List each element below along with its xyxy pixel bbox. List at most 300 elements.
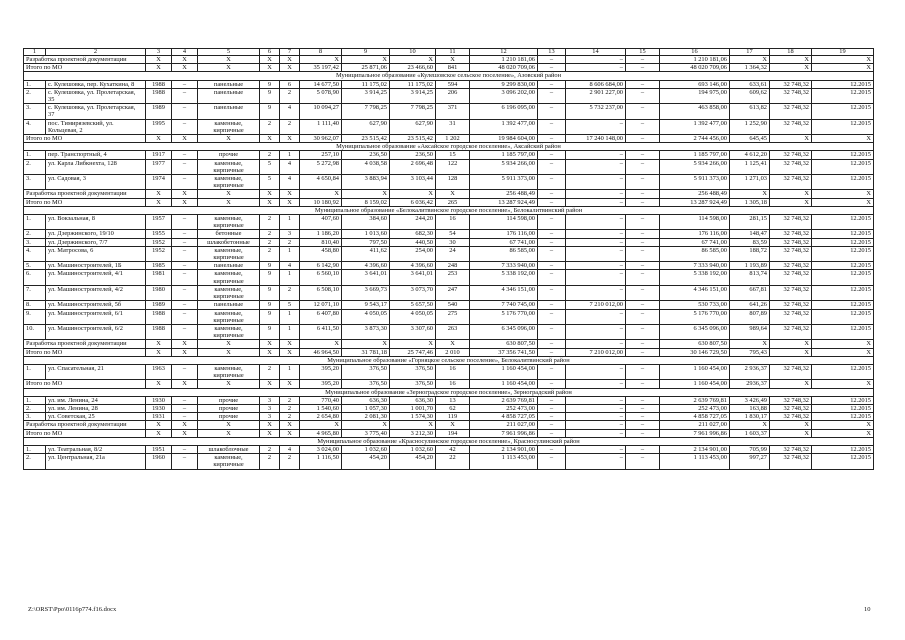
row-number: 3.: [24, 238, 46, 246]
table-cell: –: [566, 238, 626, 246]
table-cell: –: [566, 404, 626, 412]
address-cell: с. Кулешовка, ул. Пролетарская, 37: [46, 104, 146, 119]
table-cell: 454,20: [390, 454, 436, 469]
table-cell: 395,20: [300, 364, 342, 379]
table-cell: 1 057,30: [342, 404, 390, 412]
table-cell: 1 210 181,06: [470, 56, 538, 64]
table-cell: 252 473,00: [660, 404, 730, 412]
table-cell: 247: [436, 285, 470, 300]
table-cell: 6 560,10: [300, 270, 342, 285]
table-cell: 32 748,32: [770, 404, 812, 412]
table-cell: –: [172, 238, 198, 246]
table-cell: 2: [260, 230, 280, 238]
table-cell: 5 934 266,00: [470, 159, 538, 174]
table-cell: –: [566, 324, 626, 339]
table-cell: 9: [260, 301, 280, 309]
total-row: [24, 421, 874, 429]
row-number: 1.: [24, 215, 46, 230]
table-cell: –: [566, 190, 626, 198]
address-cell: ул. им. Ленина, 24: [46, 396, 146, 404]
row-label: Итого по МО: [24, 135, 146, 143]
table-cell: 4 396,60: [342, 262, 390, 270]
table-cell: 1995: [146, 119, 172, 134]
column-number-cell: 18: [770, 49, 812, 56]
table-cell: –: [626, 340, 660, 348]
table-cell: 256 488,49: [470, 190, 538, 198]
table-cell: X: [390, 190, 436, 198]
row-number: 1.: [24, 396, 46, 404]
table-cell: X: [812, 64, 874, 72]
table-cell: 376,50: [342, 380, 390, 388]
table-cell: X: [812, 56, 874, 64]
table-cell: 2 134 901,00: [470, 445, 538, 453]
table-cell: –: [566, 340, 626, 348]
address-cell: ул. Машиностроителей, 6/1: [46, 309, 146, 324]
table-cell: –: [626, 238, 660, 246]
table-cell: –: [626, 413, 660, 421]
table-cell: X: [280, 380, 300, 388]
table-cell: –: [626, 88, 660, 103]
table-cell: 32 748,32: [770, 324, 812, 339]
table-row: [24, 230, 874, 238]
table-cell: –: [538, 151, 566, 159]
column-number-cell: 2: [46, 49, 146, 56]
table-cell: 248: [436, 262, 470, 270]
table-cell: 12.2015: [812, 175, 874, 190]
table-cell: 3: [260, 396, 280, 404]
table-cell: шлакобетонные: [198, 238, 260, 246]
table-cell: –: [566, 270, 626, 285]
row-number: 9.: [24, 309, 46, 324]
table-cell: 12.2015: [812, 159, 874, 174]
table-cell: 5: [260, 159, 280, 174]
table-cell: 22: [436, 454, 470, 469]
table-cell: 609,62: [730, 88, 770, 103]
table-cell: 1 116,50: [300, 454, 342, 469]
table-cell: 2 134 901,00: [660, 445, 730, 453]
table-cell: 32 748,32: [770, 80, 812, 88]
table-cell: –: [626, 215, 660, 230]
table-cell: 163,88: [730, 404, 770, 412]
table-cell: 5 934 266,00: [660, 159, 730, 174]
table-cell: панельные: [198, 80, 260, 88]
table-row: [24, 413, 874, 421]
row-label: Итого по МО: [24, 198, 146, 206]
table-cell: –: [626, 364, 660, 379]
table-cell: 5 657,50: [390, 301, 436, 309]
table-cell: 5 911 373,00: [660, 175, 730, 190]
table-cell: 5 176 770,00: [660, 309, 730, 324]
table-cell: X: [260, 64, 280, 72]
table-cell: 10 094,27: [300, 104, 342, 119]
table-cell: каменные, кирпичные: [198, 215, 260, 230]
row-number: 2.: [24, 454, 46, 469]
table-cell: 1985: [146, 262, 172, 270]
table-cell: 5 338 192,00: [470, 270, 538, 285]
row-number: 3.: [24, 413, 46, 421]
table-cell: 1981: [146, 270, 172, 285]
table-cell: X: [730, 340, 770, 348]
table-body: [24, 49, 874, 470]
row-number: 1.: [24, 151, 46, 159]
table-cell: –: [626, 119, 660, 134]
table-cell: 4: [280, 262, 300, 270]
table-cell: –: [538, 230, 566, 238]
table-cell: 1 113 453,00: [660, 454, 730, 469]
table-cell: 2 936,37: [730, 364, 770, 379]
table-cell: –: [538, 238, 566, 246]
table-cell: –: [566, 445, 626, 453]
address-cell: пос. Тимирязевский, ул. Кольцевая, 2: [46, 119, 146, 134]
table-cell: 1 392 477,00: [660, 119, 730, 134]
table-cell: X: [280, 135, 300, 143]
row-number: 2.: [24, 88, 46, 103]
table-cell: –: [172, 80, 198, 88]
table-cell: –: [566, 454, 626, 469]
table-cell: 1952: [146, 238, 172, 246]
table-cell: X: [770, 198, 812, 206]
table-cell: 2: [280, 238, 300, 246]
table-cell: X: [280, 348, 300, 356]
table-cell: 32 748,32: [770, 151, 812, 159]
table-cell: 13: [436, 396, 470, 404]
table-cell: 594: [436, 80, 470, 88]
table-cell: 12.2015: [812, 396, 874, 404]
table-cell: каменные, кирпичные: [198, 175, 260, 190]
table-cell: X: [198, 56, 260, 64]
table-cell: –: [566, 421, 626, 429]
table-cell: X: [436, 190, 470, 198]
table-cell: прочие: [198, 413, 260, 421]
section-heading-row: [24, 437, 874, 445]
address-cell: с. Кулешовка, пер. Кухаткина, 8: [46, 80, 146, 88]
table-cell: 1: [280, 246, 300, 261]
table-cell: 4: [280, 445, 300, 453]
table-cell: 12.2015: [812, 324, 874, 339]
table-cell: 4 346 151,00: [470, 285, 538, 300]
table-cell: 12.2015: [812, 262, 874, 270]
column-number-cell: 8: [300, 49, 342, 56]
table-cell: 4 050,05: [390, 309, 436, 324]
table-cell: 9: [260, 324, 280, 339]
table-cell: 9: [260, 88, 280, 103]
table-cell: 9: [260, 104, 280, 119]
table-cell: 1: [280, 364, 300, 379]
table-cell: –: [538, 56, 566, 64]
table-cell: –: [538, 454, 566, 469]
row-label: Итого по МО: [24, 429, 146, 437]
row-label: Разработка проектной документации: [24, 56, 146, 64]
table-cell: –: [566, 246, 626, 261]
table-cell: 17 240 148,00: [566, 135, 626, 143]
table-cell: X: [198, 190, 260, 198]
table-cell: –: [626, 380, 660, 388]
table-cell: 32 748,32: [770, 230, 812, 238]
table-cell: 119: [436, 413, 470, 421]
table-cell: X: [300, 340, 342, 348]
table-cell: –: [626, 396, 660, 404]
row-label: Итого по МО: [24, 380, 146, 388]
table-cell: –: [172, 246, 198, 261]
table-cell: 32 748,32: [770, 301, 812, 309]
table-cell: 1952: [146, 246, 172, 261]
table-cell: 2 901 227,00: [566, 88, 626, 103]
table-cell: 1 202: [436, 135, 470, 143]
table-row: [24, 454, 874, 469]
table-cell: 1 001,70: [390, 404, 436, 412]
table-cell: 1977: [146, 159, 172, 174]
table-cell: –: [566, 285, 626, 300]
table-cell: 797,50: [342, 238, 390, 246]
table-cell: 3: [260, 404, 280, 412]
table-cell: 4 050,05: [342, 309, 390, 324]
table-cell: X: [812, 348, 874, 356]
table-cell: прочие: [198, 396, 260, 404]
row-number: 7.: [24, 285, 46, 300]
table-cell: 12.2015: [812, 454, 874, 469]
table-row: [24, 364, 874, 379]
table-cell: –: [626, 246, 660, 261]
table-cell: 1 032,60: [390, 445, 436, 453]
table-row: [24, 159, 874, 174]
address-cell: ул. Садовая, 3: [46, 175, 146, 190]
table-cell: 281,15: [730, 215, 770, 230]
table-cell: 12.2015: [812, 413, 874, 421]
table-cell: 67 741,00: [660, 238, 730, 246]
table-cell: –: [538, 404, 566, 412]
table-cell: 810,40: [300, 238, 342, 246]
table-cell: 14 677,50: [300, 80, 342, 88]
table-cell: –: [566, 429, 626, 437]
table-cell: каменные, кирпичные: [198, 454, 260, 469]
column-number-cell: 5: [198, 49, 260, 56]
table-cell: X: [280, 190, 300, 198]
table-cell: 636,30: [390, 396, 436, 404]
table-cell: 1988: [146, 88, 172, 103]
table-cell: X: [770, 429, 812, 437]
table-cell: 630 807,50: [470, 340, 538, 348]
table-cell: X: [260, 190, 280, 198]
table-cell: X: [342, 190, 390, 198]
table-cell: –: [566, 215, 626, 230]
table-cell: 384,60: [342, 215, 390, 230]
table-cell: 254,00: [390, 246, 436, 261]
table-cell: 15: [436, 151, 470, 159]
table-cell: 176 116,00: [660, 230, 730, 238]
table-cell: 23 515,42: [342, 135, 390, 143]
table-cell: 2: [280, 413, 300, 421]
table-cell: X: [260, 348, 280, 356]
table-cell: 6 411,50: [300, 324, 342, 339]
table-cell: каменные, кирпичные: [198, 285, 260, 300]
row-number: 3.: [24, 104, 46, 119]
table-cell: каменные, кирпичные: [198, 324, 260, 339]
table-cell: панельные: [198, 88, 260, 103]
table-cell: 3 775,40: [342, 429, 390, 437]
table-cell: 3 426,49: [730, 396, 770, 404]
table-cell: 627,90: [342, 119, 390, 134]
table-cell: 5 338 192,00: [660, 270, 730, 285]
table-cell: 630 807,50: [660, 340, 730, 348]
table-cell: 32 748,32: [770, 246, 812, 261]
table-cell: –: [538, 309, 566, 324]
table-cell: 2: [260, 364, 280, 379]
table-cell: –: [626, 309, 660, 324]
table-cell: 997,27: [730, 454, 770, 469]
table-cell: –: [172, 119, 198, 134]
table-cell: 395,20: [300, 380, 342, 388]
table-cell: 12.2015: [812, 238, 874, 246]
table-cell: 122: [436, 159, 470, 174]
table-cell: –: [172, 88, 198, 103]
table-cell: 2: [260, 151, 280, 159]
column-number-cell: 17: [730, 49, 770, 56]
table-cell: –: [626, 445, 660, 453]
table-cell: –: [626, 135, 660, 143]
table-cell: –: [566, 198, 626, 206]
table-cell: 12.2015: [812, 445, 874, 453]
table-cell: 12.2015: [812, 309, 874, 324]
table-cell: 440,50: [390, 238, 436, 246]
table-cell: 12.2015: [812, 246, 874, 261]
table-cell: –: [538, 159, 566, 174]
table-cell: –: [626, 348, 660, 356]
table-cell: –: [566, 64, 626, 72]
table-cell: 1951: [146, 445, 172, 453]
table-cell: 2 639 769,81: [470, 396, 538, 404]
table-cell: –: [566, 364, 626, 379]
table-cell: 194: [436, 429, 470, 437]
table-cell: X: [172, 429, 198, 437]
table-cell: 1: [280, 324, 300, 339]
table-cell: –: [626, 262, 660, 270]
table-cell: –: [626, 175, 660, 190]
table-row: [24, 301, 874, 309]
table-cell: X: [770, 190, 812, 198]
table-cell: X: [300, 190, 342, 198]
table-cell: 206: [436, 88, 470, 103]
table-cell: –: [538, 413, 566, 421]
table-cell: X: [436, 56, 470, 64]
table-cell: –: [538, 324, 566, 339]
address-cell: ул. Спасательная, 21: [46, 364, 146, 379]
row-number: 3.: [24, 175, 46, 190]
table-cell: 257,10: [300, 151, 342, 159]
table-cell: 32 748,32: [770, 454, 812, 469]
table-cell: X: [172, 348, 198, 356]
table-cell: 1917: [146, 151, 172, 159]
table-cell: –: [538, 340, 566, 348]
table-cell: 407,60: [300, 215, 342, 230]
table-cell: 4 346 151,00: [660, 285, 730, 300]
table-cell: 1988: [146, 309, 172, 324]
address-cell: ул. Машиностроителей, 5б: [46, 301, 146, 309]
table-cell: 2936,37: [730, 380, 770, 388]
table-cell: 7 333 940,00: [470, 262, 538, 270]
table-cell: 682,30: [390, 230, 436, 238]
table-cell: –: [538, 396, 566, 404]
table-cell: X: [198, 198, 260, 206]
table-cell: прочие: [198, 404, 260, 412]
table-cell: 244,20: [390, 215, 436, 230]
table-cell: 1930: [146, 404, 172, 412]
table-cell: 636,30: [342, 396, 390, 404]
table-cell: 5 176 770,00: [470, 309, 538, 324]
table-cell: X: [198, 380, 260, 388]
table-cell: –: [538, 135, 566, 143]
row-number: 1.: [24, 364, 46, 379]
page-number: 10: [864, 606, 871, 613]
table-cell: –: [626, 270, 660, 285]
table-cell: X: [770, 340, 812, 348]
total-row: [24, 198, 874, 206]
table-cell: –: [626, 421, 660, 429]
footer-file-path: Z:\ORST\Ppo\0116p774.f16.docx: [28, 606, 117, 613]
table-cell: 376,50: [390, 380, 436, 388]
table-cell: 12.2015: [812, 104, 874, 119]
table-cell: 2: [260, 246, 280, 261]
column-number-cell: 4: [172, 49, 198, 56]
table-cell: 7 210 012,00: [566, 348, 626, 356]
table-cell: X: [390, 421, 436, 429]
total-row: [24, 380, 874, 388]
address-cell: ул. им. Ленина, 28: [46, 404, 146, 412]
column-number-cell: 9: [342, 49, 390, 56]
table-cell: –: [538, 262, 566, 270]
table-cell: –: [626, 198, 660, 206]
table-cell: –: [566, 119, 626, 134]
table-cell: 9: [260, 285, 280, 300]
table-cell: 32 748,32: [770, 270, 812, 285]
table-row: [24, 175, 874, 190]
table-cell: панельные: [198, 262, 260, 270]
table-cell: 32 748,32: [770, 285, 812, 300]
table-cell: 31: [436, 119, 470, 134]
table-cell: 2: [260, 238, 280, 246]
table-cell: 32 748,32: [770, 238, 812, 246]
table-cell: панельные: [198, 104, 260, 119]
address-cell: ул. Машиностроителей, 4/2: [46, 285, 146, 300]
section-heading: Муниципальное образование «Зерноградское городское поселение», Зерноградский район: [24, 388, 874, 396]
table-cell: 9: [260, 80, 280, 88]
table-cell: –: [538, 348, 566, 356]
table-cell: 6 142,90: [300, 262, 342, 270]
table-cell: 371: [436, 104, 470, 119]
table-cell: –: [566, 413, 626, 421]
table-cell: –: [626, 104, 660, 119]
table-cell: 128: [436, 175, 470, 190]
table-cell: X: [770, 380, 812, 388]
table-cell: 32 748,32: [770, 396, 812, 404]
table-cell: 2: [280, 119, 300, 134]
table-cell: 633,61: [730, 80, 770, 88]
table-cell: 1 185 797,00: [470, 151, 538, 159]
table-cell: 30: [436, 238, 470, 246]
table-cell: 2: [260, 119, 280, 134]
table-cell: 12.2015: [812, 270, 874, 285]
table-cell: –: [566, 56, 626, 64]
table-cell: 376,50: [390, 364, 436, 379]
table-cell: 5 078,90: [300, 88, 342, 103]
table-cell: каменные, кирпичные: [198, 246, 260, 261]
table-cell: 32 748,32: [770, 445, 812, 453]
table-cell: X: [730, 56, 770, 64]
row-number: 4.: [24, 246, 46, 261]
table-cell: –: [626, 56, 660, 64]
table-cell: X: [812, 198, 874, 206]
section-heading-row: [24, 143, 874, 151]
table-cell: 3 103,44: [390, 175, 436, 190]
